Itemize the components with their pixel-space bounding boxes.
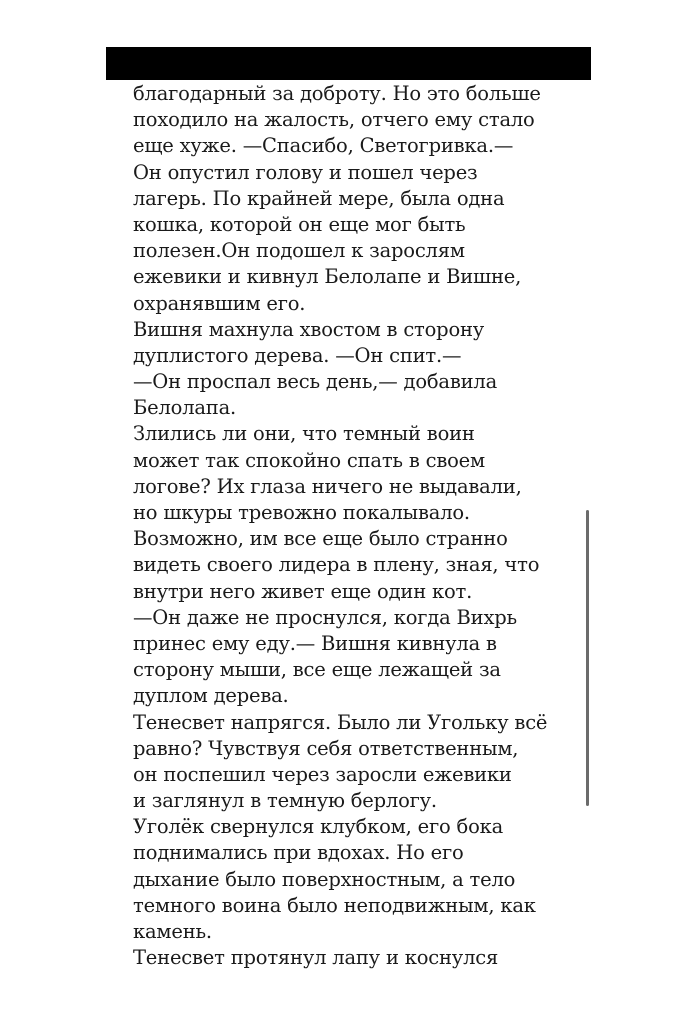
text-line: благодарный за доброту. Но это больше — [133, 82, 541, 105]
text-line: Злились ли они, что темный воин — [133, 422, 475, 446]
text-line: Вишня махнула хвостом в сторону — [133, 317, 485, 341]
text-line: он поспешил через заросли ежевики — [133, 762, 512, 786]
redacted-header-bar — [106, 47, 591, 80]
text-line: темного воина было неподвижным, как — [133, 893, 536, 917]
text-line: Белолапа. — [133, 396, 237, 420]
book-text — [133, 81, 578, 971]
text-line: поднимались при вдохах. Но его — [133, 841, 464, 865]
text-line: видеть своего лидера в плену, зная, что — [133, 553, 540, 577]
text-line: Возможно, им все еще было странно — [133, 527, 508, 551]
text-line: сторону мыши, все еще лежащей за — [133, 658, 501, 682]
text-line: Он опустил голову и пошел через — [133, 160, 478, 184]
text-line: еще хуже. —Спасибо, Светогривка.— — [133, 134, 514, 158]
text-line: лагерь. По крайней мере, была одна — [133, 186, 505, 210]
text-line: дыхание было поверхностным, а тело — [133, 867, 516, 891]
text-line: логове? Их глаза ничего не выдавали, — [133, 474, 522, 498]
text-line: может так спокойно спать в своем — [133, 448, 485, 472]
text-line: дуплом дерева. — [133, 684, 289, 708]
text-line: Тенесвет напрягся. Было ли Угольку всё — [133, 710, 548, 734]
text-line: —Он проспал весь день,— добавила — [133, 370, 498, 394]
text-line: принес ему еду.— Вишня кивнула в — [133, 631, 497, 655]
text-line: дуплистого дерева. —Он спит.— — [133, 343, 462, 367]
text-line: Тенесвет протянул лапу и коснулся — [133, 946, 499, 970]
text-line: —Он даже не проснулся, когда Вихрь — [133, 605, 517, 629]
text-line: ежевики и кивнул Белолапе и Вишне, — [133, 265, 522, 289]
text-line: охранявшим его. — [133, 291, 306, 315]
text-line: походило на жалость, отчего ему стало — [133, 108, 535, 132]
text-line: и заглянул в темную берлогу. — [133, 789, 437, 813]
text-line: равно? Чувствуя себя ответственным, — [133, 736, 519, 760]
scrollbar-thumb[interactable] — [586, 510, 589, 806]
text-line: камень. — [133, 920, 212, 943]
text-line: кошка, которой он еще мог быть — [133, 212, 466, 236]
text-line: Уголёк свернулся клубком, его бока — [133, 815, 504, 839]
text-line: полезен.Он подошел к зарослям — [133, 239, 465, 263]
text-line: но шкуры тревожно покалывало. — [133, 501, 470, 524]
text-line: внутри него живет еще один кот. — [133, 579, 473, 603]
